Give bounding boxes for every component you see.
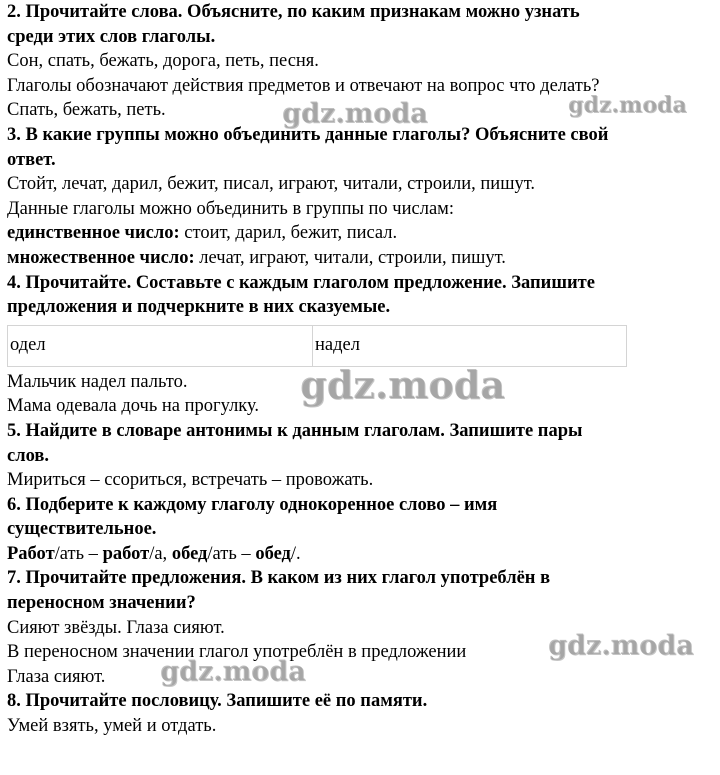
q3-title-line-2: ответ. [7, 149, 56, 170]
q7-title-line-2: переносном значении? [7, 593, 196, 614]
watermark-logo: gdz.moda [160, 656, 306, 687]
q3-singular [7, 221, 713, 246]
q6-root-3: обед [171, 543, 208, 564]
watermark-logo: gdz.moda [300, 362, 505, 407]
singular-words: стоит, дарил, бежит, писал. [179, 223, 398, 244]
q8-answer: Умей взять, умей и отдать. [7, 716, 217, 737]
watermark-logo: gdz.moda [548, 630, 694, 661]
q4-sentence-2: Мама одевала дочь на прогулку. [7, 396, 260, 417]
q6-part-2: /ать – [54, 543, 103, 564]
q6-root-1: Работ [7, 543, 55, 564]
table-cell-1: одел [8, 325, 313, 366]
q2-explanation: Глаголы обозначают действия предметов и отвечают на вопрос что делать? [7, 75, 600, 96]
q2-answer: Спать, бежать, петь. [7, 100, 166, 121]
q6-title-line-1: 6. Подберите к каждому глаголу однокоренное слово – имя [7, 494, 498, 515]
q5-title-line-1: 5. Найдите в словаре антонимы к данным глаголам. Запишите пары [7, 420, 583, 441]
q4-sentence-1: Мальчик надел пальто. [7, 371, 188, 392]
table-cell-2: надел [313, 325, 627, 366]
table-row [8, 325, 627, 366]
q6-answer [7, 542, 713, 567]
q7-answer-2: Глаза сияют. [7, 666, 106, 687]
q7-title-line-1: 7. Прочитайте предложения. В каком из них глагол употреблён в [7, 568, 551, 589]
q2-title-line-2: среди этих слов глаголы. [7, 26, 216, 47]
watermark-logo: gdz.moda [568, 92, 687, 118]
q6-title-line-2: существительное. [7, 519, 157, 540]
q8-title: 8. Прочитайте пословицу. Запишите её по памяти. [7, 691, 428, 712]
q6-part-8: /. [290, 543, 301, 564]
q6-root-4: обед [255, 543, 291, 564]
q3-title-line-1: 3. В какие группы можно объединить данные глаголы? Объясните свой [7, 124, 609, 145]
q4-title-line-1: 4. Прочитайте. Составьте с каждым глаголом предложение. Запишите [7, 272, 595, 293]
word-table [7, 325, 627, 367]
q6-part-4: /а, [149, 543, 172, 564]
q6-root-2: работ [102, 543, 150, 564]
q2-words: Сон, спать, бежать, дорога, петь, песня. [7, 51, 319, 72]
q3-intro: Данные глаголы можно объединить в группы по числам: [7, 198, 454, 219]
q5-title-line-2: слов. [7, 445, 49, 466]
q2-title-line-1: 2. Прочитайте слова. Объясните, по каким признакам можно узнать [7, 2, 580, 22]
q6-part-6: /ать – [207, 543, 256, 564]
singular-label: единственное число: [7, 223, 180, 244]
plural-label: множественное число: [7, 247, 195, 268]
watermark-logo: gdz.moda [282, 98, 428, 129]
q3-plural [7, 246, 713, 271]
q7-answer-1: В переносном значении глагол употреблён в предложении [7, 642, 467, 663]
q4-title-line-2: предложения и подчеркните в них сказуемые. [7, 297, 391, 318]
q3-words: Стойт, лечат, дарил, бежит, писал, играют, читали, строили, пишут. [7, 174, 536, 195]
q5-answer: Мириться – ссориться, встречать – провожать. [7, 470, 374, 491]
plural-words: лечат, играют, читали, строили, пишут. [194, 247, 506, 268]
q7-sentences: Сияют звёзды. Глаза сияют. [7, 617, 225, 638]
